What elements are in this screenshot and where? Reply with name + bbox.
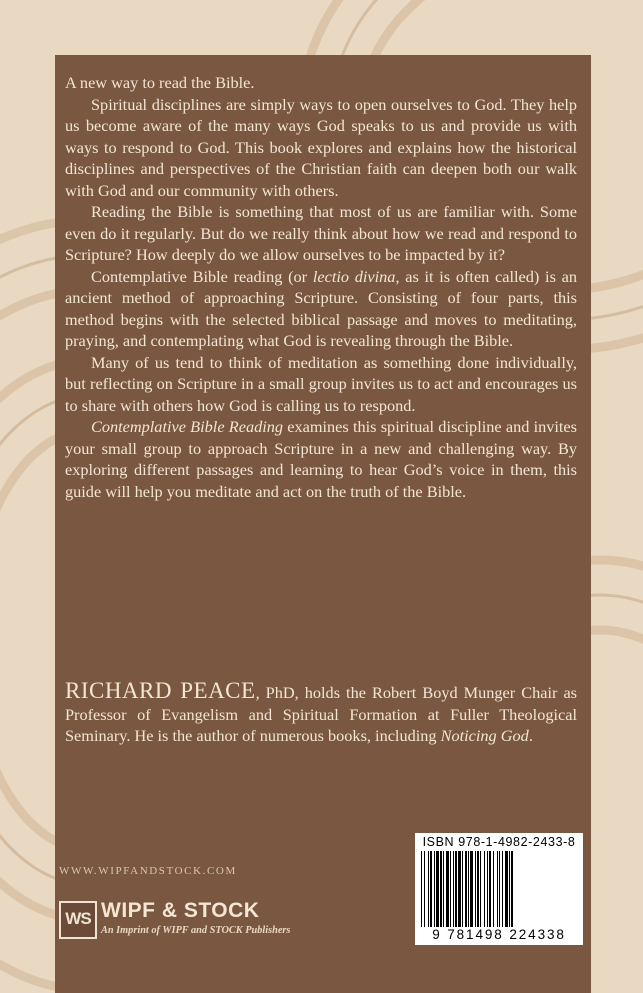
barcode-bar [489,851,491,927]
barcode-bar [434,851,435,927]
barcode-bars [419,851,579,927]
barcode-bar [453,851,454,927]
blurb [65,72,577,502]
text-run: , as it is often called) is an ancient method of approaching Scripture. Consisting of four parts, this method begins with the selected biblical passage and moves to meditating, praying, and contemplating what God is revealing through the Bible. [65,266,578,350]
barcode-bar [505,851,508,927]
barcode-bar [468,851,469,927]
bio-end: . [528,726,533,745]
text-run: examines this spiritual discipline and invites your small group to approach Scripture in a new and challenging way. By exploring different passages and learning to hear God’s voice in them, this guide will help you meditate and act on the truth of the Bible. [65,417,577,501]
blurb-paragraph: Many of us tend to think of meditation as something done individually, but reflecting on Scripture in a small group invites us to act and encourages us to share with others how God is calling us to respond. [65,352,577,415]
publisher-imprint: An Imprint of WIPF and STOCK Publishers [101,925,291,936]
blurb-paragraph [65,416,577,502]
blurb-paragraph: Spiritual disciplines are simply ways to open ourselves to God. They help us become aware of the many ways God speaks to us and provide us with ways to respond to God. This book explores and explains how the historical disciplines and perspectives of the Christian faith can deepen both our walk with God and our community with others. [65,94,577,200]
barcode-bar [477,851,479,927]
barcode-bar [440,851,442,927]
isbn-barcode [415,833,583,945]
bio-text: , PhD, holds the Robert Boyd Munger Chair as Professor of Evangelism and Spiritual Formation at Fuller Theological Seminary. He is the author of numerous books, including [65,683,578,745]
barcode-bar [480,851,481,927]
barcode-bar [493,851,494,927]
barcode-bar [424,851,425,927]
book-reference: Noticing God [440,726,529,745]
blurb-paragraph: Reading the Bible is something that most of us are familiar with. Some even do it regularly. But do we really think about how we read and respond to Scripture? How deeply do we allow ourselves to be impacted by it? [65,202,577,264]
italic-term: lectio divina [312,266,396,286]
barcode-bar [458,851,461,927]
barcode-bar [465,851,467,927]
barcode-bar [509,851,510,927]
publisher-website: WWW.WIPFANDSTOCK.COM [59,865,237,877]
back-cover-panel [55,55,591,993]
blurb-paragraph [65,266,577,352]
barcode-bar [450,851,451,927]
logo-mark-text: WS [65,909,91,928]
barcode-bar [497,851,498,927]
barcode-bar [470,851,473,927]
text-run: Contemplative Bible reading (or [91,266,313,286]
tagline: A new way to read the Bible. [65,73,255,92]
barcode-bar [502,851,503,927]
author-name: RICHARD PEACE [65,678,256,703]
barcode-bar [462,851,463,927]
book-title: Contemplative Bible Reading [91,417,284,436]
barcode-bar [487,851,488,927]
barcode-bar [421,851,422,927]
author-bio [65,680,577,747]
barcode-digits: 9 781498 224338 [432,927,566,942]
barcode-bar [484,851,485,927]
publisher-mark-icon [59,901,97,939]
barcode-bar [428,851,429,927]
publisher-name: WIPF & STOCK [101,899,260,922]
barcode-bar [455,851,457,927]
barcode-bar [511,851,513,927]
barcode-bar [475,851,476,927]
isbn-label: ISBN 978-1-4982-2433-8 [422,835,576,849]
publisher-logo [59,901,299,941]
barcode-bar [430,851,432,927]
barcode-bar [436,851,439,927]
barcode-bar [499,851,500,927]
barcode-bar [446,851,449,927]
barcode-bar [443,851,444,927]
